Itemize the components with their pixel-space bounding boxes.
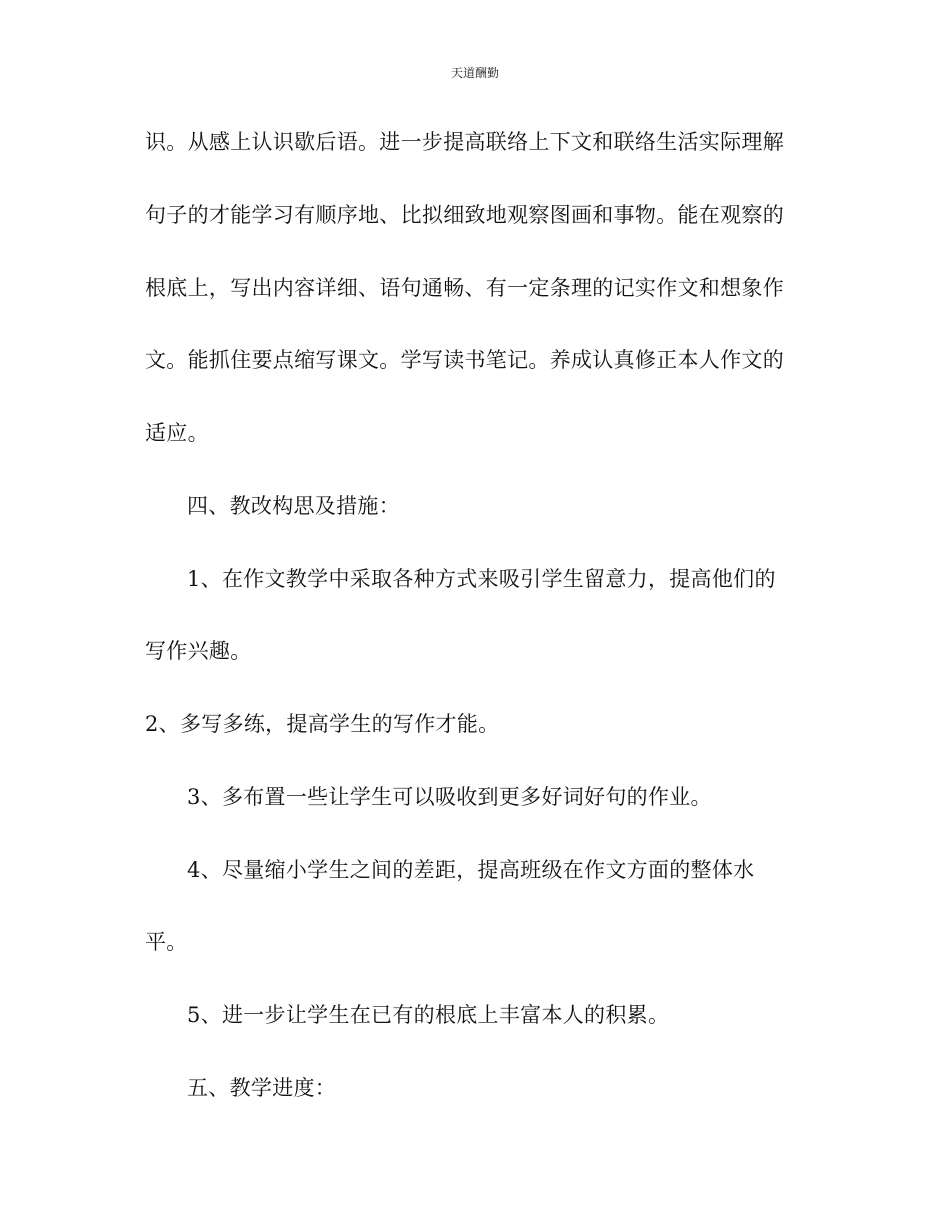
list-item: 4、尽量缩小学生之间的差距，提高班级在作文方面的整体水 xyxy=(187,858,755,882)
list-item: 1、在作文教学中采取各种方式来吸引学生留意力，提高他们的 xyxy=(187,567,776,591)
section-heading: 四、教改构思及措施： xyxy=(187,494,400,518)
paragraph-line: 根底上，写出内容详细、语句通畅、有一定条理的记实作文和想象作 xyxy=(145,276,784,300)
list-item: 3、多布置一些让学生可以吸收到更多好词好句的作业。 xyxy=(187,785,712,809)
section-heading: 五、教学进度： xyxy=(187,1076,337,1100)
paragraph-line: 识。从感上认识歇后语。进一步提高联络上下文和联络生活实际理解 xyxy=(145,130,784,154)
page-header: 天道酬勤 xyxy=(450,66,499,80)
paragraph-line: 句子的才能学习有顺序地、比拟细致地观察图画和事物。能在观察的 xyxy=(145,203,784,227)
list-item: 2、多写多练，提高学生的写作才能。 xyxy=(145,712,500,736)
paragraph-line: 适应。 xyxy=(145,421,209,445)
paragraph-line: 文。能抓住要点缩写课文。学写读书笔记。养成认真修正本人作文的 xyxy=(145,348,784,372)
list-item: 5、进一步让学生在已有的根底上丰富本人的积累。 xyxy=(187,1003,670,1027)
list-item-continuation: 平。 xyxy=(145,930,188,954)
list-item-continuation: 写作兴趣。 xyxy=(145,639,252,663)
